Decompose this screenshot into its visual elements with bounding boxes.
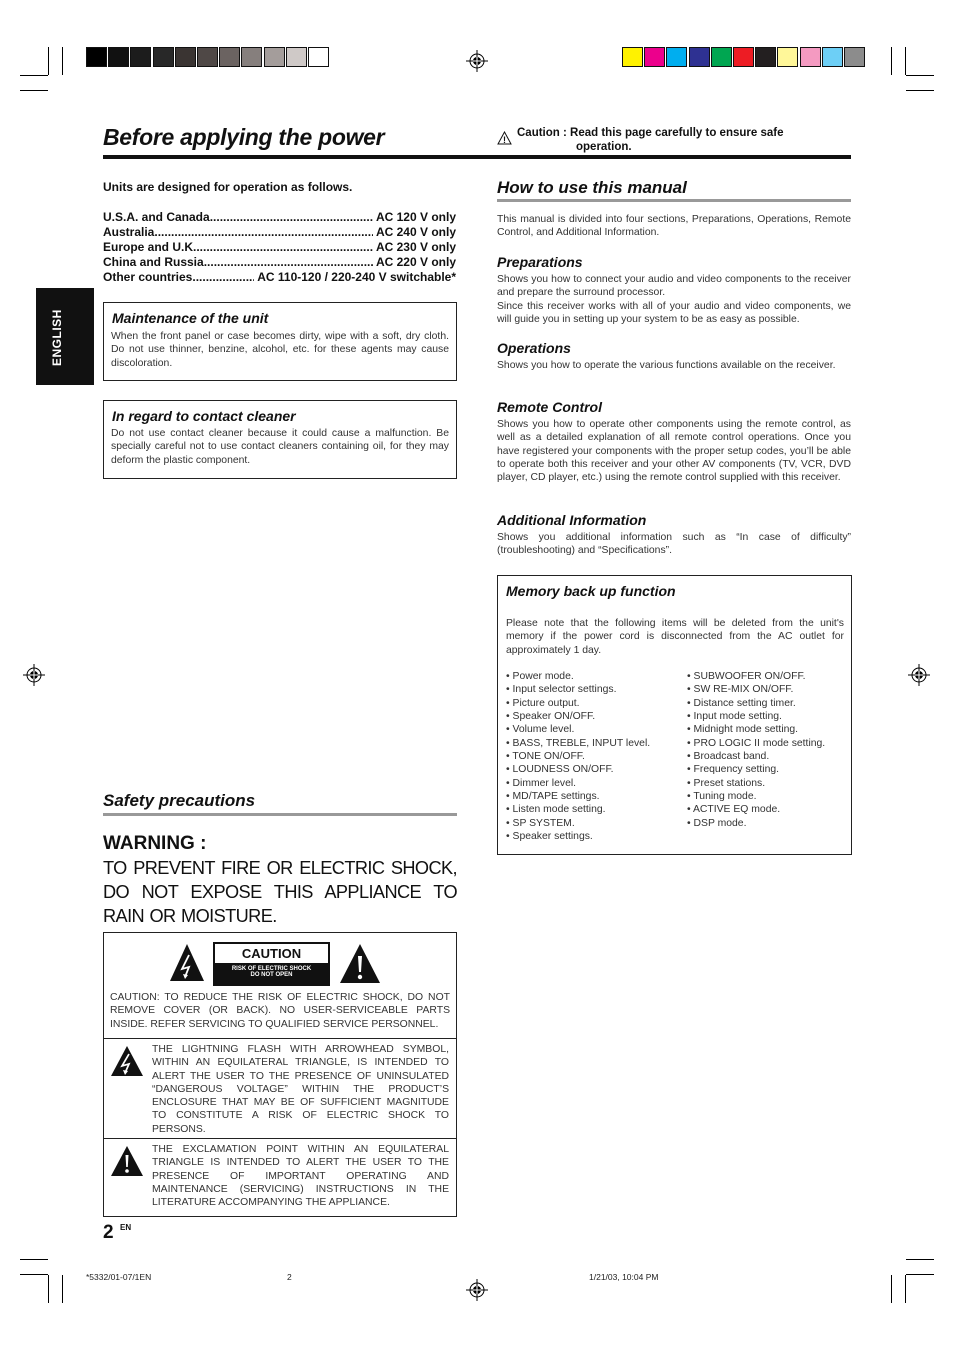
leader-dots	[196, 240, 373, 255]
color-swatch	[286, 47, 307, 67]
warning-text: TO PREVENT FIRE OR ELECTRIC SHOCK, DO NOT EXPOSE THIS APPLIANCE TO RAIN OR MOISTURE.	[103, 858, 457, 926]
memory-list-item: • Listen mode setting.	[506, 803, 676, 816]
color-swatch	[153, 47, 174, 67]
additional-info-title: Additional Information	[497, 512, 647, 528]
page-number-value: 2	[103, 1222, 114, 1243]
caution-line-1: Caution : Read this page carefully to ensure safe	[517, 127, 784, 139]
color-swatch	[308, 47, 329, 67]
memory-title: Memory back up function	[506, 583, 676, 599]
power-row	[103, 270, 456, 285]
memory-list-item: • SP SYSTEM.	[506, 817, 676, 830]
power-row	[103, 255, 456, 270]
memory-list-item: • DSP mode.	[687, 817, 852, 830]
caution-box-text: CAUTION: TO REDUCE THE RISK OF ELECTRIC SHOCK, DO NOT REMOVE COVER (OR BACK). NO USER-SERVICEABLE PARTS INSIDE. REFER SERVICING TO QUALIFIED SERVICE PERSONNEL.	[110, 992, 450, 1030]
lightning-triangle-icon	[169, 943, 205, 983]
title-rule	[103, 155, 851, 159]
print-datetime: 1/21/03, 10:04 PM	[589, 1272, 659, 1282]
memory-list-item: • Power mode.	[506, 670, 676, 683]
memory-list-item: • Volume level.	[506, 723, 676, 736]
caution-box-divider-1	[104, 1038, 456, 1039]
language-tab-label: ENGLISH	[50, 309, 64, 366]
maintenance-title: Maintenance of the unit	[112, 310, 269, 326]
registration-mark-icon	[23, 664, 45, 686]
power-region: U.S.A. and Canada	[103, 210, 210, 224]
registration-mark-icon	[466, 50, 488, 72]
leader-dots	[210, 210, 373, 225]
color-swatch	[197, 47, 218, 67]
power-intro: Units are designed for operation as follows.	[103, 180, 353, 194]
additional-info-body: Shows you additional information such as “In case of difficulty” (troubleshooting) and “Specifications”.	[497, 532, 851, 557]
risk-line-2: DO NOT OPEN	[250, 972, 293, 978]
caution-label-box	[213, 942, 330, 986]
remote-control-body: Shows you how to operate other components using the remote control, as well as a detailed explanation of all remote control operations. Once you have registered your components with the proper setup codes, you’ll be able to operate both this receiver and your other AV components (TV, VCR, DVD player, CD player, etc.) using the remote control supplied with this receiver.	[497, 419, 851, 484]
memory-list-item: • MD/TAPE settings.	[506, 790, 676, 803]
leader-dots	[192, 270, 254, 285]
caution-label: CAUTION	[215, 944, 328, 963]
color-swatch	[86, 47, 107, 67]
power-value: AC 120 V only	[375, 210, 456, 224]
power-table	[103, 210, 456, 285]
memory-box	[497, 575, 852, 855]
power-region: Other countries	[103, 270, 193, 284]
memory-list-item: • Tuning mode.	[687, 790, 852, 803]
warning-label: WARNING :	[103, 833, 207, 854]
preparations-body-2: Since this receiver works with all of your audio and video components, we will guide you in setting up your system to be as easy as possible.	[497, 301, 851, 326]
manual-title: How to use this manual	[497, 178, 687, 197]
page-number	[103, 1222, 131, 1244]
language-tab	[36, 288, 94, 385]
footer-page-num: 2	[287, 1272, 292, 1282]
exclamation-triangle-icon	[110, 1145, 144, 1177]
memory-list-item: • Distance setting timer.	[687, 697, 852, 710]
memory-list-item: • LOUDNESS ON/OFF.	[506, 763, 676, 776]
safety-title: Safety precautions	[103, 791, 256, 810]
color-swatch	[219, 47, 240, 67]
preparations-title: Preparations	[497, 254, 583, 270]
registration-mark-icon	[466, 1279, 488, 1301]
memory-list-item: • Midnight mode setting.	[687, 723, 852, 736]
memory-list-item: • ACTIVE EQ mode.	[687, 803, 852, 816]
power-value: AC 240 V only	[375, 225, 456, 239]
color-swatch	[822, 47, 843, 67]
maintenance-box	[103, 302, 457, 381]
power-row	[103, 240, 456, 255]
leader-dots	[204, 255, 373, 270]
remote-control-title: Remote Control	[497, 399, 602, 415]
job-code: *5332/01-07/1EN	[86, 1272, 152, 1282]
lightning-triangle-icon	[110, 1045, 144, 1077]
memory-list-item: • TONE ON/OFF.	[506, 750, 676, 763]
color-swatch	[264, 47, 285, 67]
color-swatch	[844, 47, 865, 67]
power-region: China and Russia	[103, 255, 204, 269]
memory-list-item: • BASS, TREBLE, INPUT level.	[506, 737, 676, 750]
memory-list-right	[687, 670, 852, 830]
caution-triangle-icon	[497, 131, 512, 145]
leader-dots	[154, 225, 373, 240]
color-swatch	[241, 47, 262, 67]
memory-list-item: • Broadcast band.	[687, 750, 852, 763]
memory-list-item: • Speaker settings.	[506, 830, 676, 843]
safety-rule	[103, 813, 457, 816]
exclamation-explanation: THE EXCLAMATION POINT WITHIN AN EQUILATERAL TRIANGLE IS INTENDED TO ALERT THE USER TO THE PRESENCE OF IMPORTANT OPERATING AND MAINTENANCE (SERVICING) INSTRUCTIONS IN THE LITERATURE ACCOMPANYING THE APPLIANCE.	[152, 1144, 449, 1209]
registration-mark-icon	[908, 664, 930, 686]
power-value: AC 230 V only	[375, 240, 456, 254]
svg-text:!: !	[503, 135, 506, 145]
color-swatch	[175, 47, 196, 67]
power-value: AC 110-120 / 220-240 V switchable*	[257, 270, 456, 284]
memory-list-item: • Dimmer level.	[506, 777, 676, 790]
color-swatch	[666, 47, 687, 67]
color-swatch	[755, 47, 776, 67]
contact-cleaner-title: In regard to contact cleaner	[112, 408, 296, 424]
maintenance-body: When the front panel or case becomes dirty, wipe with a soft, dry cloth. Do not use thinner, benzine, alcohol, etc. for these agents may cause discoloration.	[111, 331, 449, 369]
exclamation-triangle-icon	[339, 943, 381, 985]
memory-list-item: • SUBWOOFER ON/OFF.	[687, 670, 852, 683]
memory-body: Please note that the following items will be deleted from the unit's memory if the power cord is disconnected from the AC outlet for approximately 1 day.	[506, 618, 844, 656]
manual-rule	[497, 199, 851, 202]
caution-line-2: operation.	[576, 141, 632, 153]
power-region: Europe and U.K.	[103, 240, 197, 254]
color-swatch	[130, 47, 151, 67]
caution-box	[103, 932, 457, 1217]
power-region: Australia	[103, 225, 155, 239]
operations-body: Shows you how to operate the various functions available on the receiver.	[497, 360, 836, 371]
color-swatch	[711, 47, 732, 67]
memory-list-item: • Input selector settings.	[506, 683, 676, 696]
color-swatch	[108, 47, 129, 67]
power-row	[103, 225, 456, 240]
color-swatch	[689, 47, 710, 67]
memory-list-item: • Picture output.	[506, 697, 676, 710]
risk-line-1: RISK OF ELECTRIC SHOCK	[231, 966, 312, 972]
contact-cleaner-box	[103, 400, 457, 479]
color-swatch	[622, 47, 643, 67]
page-title: Before applying the power	[103, 124, 385, 150]
power-row	[103, 210, 456, 225]
caution-box-divider-2	[104, 1138, 456, 1139]
power-value: AC 220 V only	[375, 255, 456, 269]
memory-list-item: • Frequency setting.	[687, 763, 852, 776]
operations-title: Operations	[497, 340, 571, 356]
color-swatch	[777, 47, 798, 67]
color-swatch	[800, 47, 821, 67]
color-swatch	[733, 47, 754, 67]
color-swatch	[644, 47, 665, 67]
lightning-explanation: THE LIGHTNING FLASH WITH ARROWHEAD SYMBOL, WITHIN AN EQUILATERAL TRIANGLE, IS INTENDED TO ALERT THE USER TO THE PRESENCE OF UNINSULATED “DANGEROUS VOLTAGE” WITHIN THE PRODUCT’S ENCLOSURE THAT MAY BE OF SUFFICIENT MAGNITUDE TO CONSTITUTE A RISK OF ELECTRIC SHOCK TO PERSONS.	[152, 1044, 449, 1135]
memory-list-item: • PRO LOGIC II mode setting.	[687, 737, 852, 750]
preparations-body: Shows you how to connect your audio and video components to the receiver and prepare the surround processor.	[497, 274, 851, 299]
manual-intro: This manual is divided into four sections, Preparations, Operations, Remote Control, and Additional Information.	[497, 214, 851, 239]
memory-list-item: • SW RE-MIX ON/OFF.	[687, 683, 852, 696]
memory-list-item: • Input mode setting.	[687, 710, 852, 723]
memory-list-item: • Preset stations.	[687, 777, 852, 790]
memory-list-item: • Speaker ON/OFF.	[506, 710, 676, 723]
page-number-suffix: EN	[120, 1223, 132, 1232]
memory-list-left	[506, 670, 676, 843]
contact-cleaner-body: Do not use contact cleaner because it could cause a malfunction. Be specially careful not to use contact cleaners containing oil, for they may deform the plastic component.	[111, 428, 449, 466]
